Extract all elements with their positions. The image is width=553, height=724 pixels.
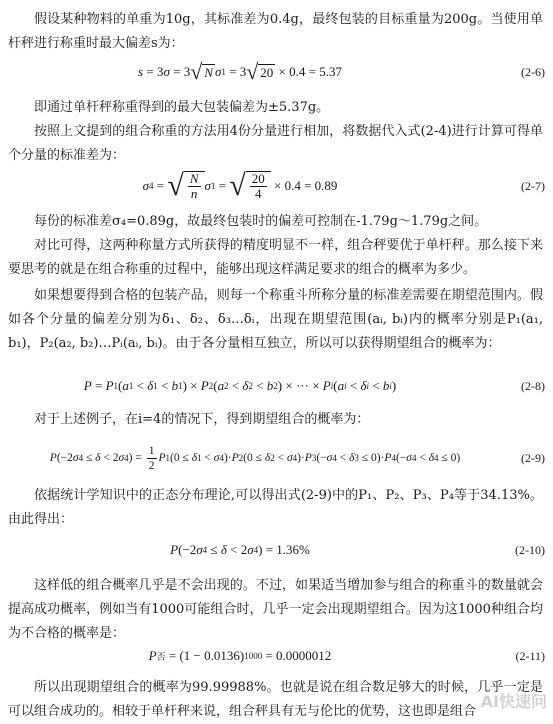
equation-2-10-number: (2-10) (515, 542, 545, 557)
equation-2-9-number: (2-9) (521, 450, 545, 465)
paragraph-5: 对比可得，这两种称量方式所获得的精度明显不一样，组合秤要优于单杆秤。那么接下来要思考的就是在组合称重的过程中，能够出现这样满足要求的组合的概率为多少。 (8, 238, 543, 277)
equation-2-10 (0, 530, 553, 570)
equation-2-7-number: (2-7) (521, 178, 545, 193)
paragraph-7: 对于上述例子，在i=4的情况下，得到期望组合的概率为： (34, 412, 370, 427)
equation-2-11 (0, 636, 553, 676)
equation-2-6-number: (2-6) (521, 64, 545, 79)
equation-2-11-number: (2-11) (515, 648, 545, 663)
equation-2-6 (0, 52, 553, 92)
paragraph-1: 假设某种物料的单重为10g，其标准差为0.4g，最终包装的目标重量为200g。当使用单杆秤进行称重时最大偏差s为： (8, 12, 543, 51)
paragraph-8: 依据统计学知识中的正态分布理论,可以得出式(2-9)中的P₁、P₂、P₃、P₄等于34.13%。由此得出： (8, 488, 543, 527)
paragraph-3: 按照上文提到的组合称重的方法用4份分量进行相加，将数据代入式(2-4)进行计算可得单个分量的标准差为： (8, 124, 543, 163)
paragraph-10: 所以出现期望组合的概率为99.99988%。也就是说在组合数足够大的时候，几乎一定是可以组合成功的。相较于单杆秤来说，组合秤具有无与伦比的优势，这也即是组合 (8, 680, 543, 719)
equation-2-8 (0, 366, 553, 406)
paragraph-2: 即通过单杆秤称重得到的最大包装偏差为±5.37g。 (34, 100, 330, 115)
equation-2-7 (0, 166, 553, 206)
equation-2-11-expr: P 否 = (1 − 0.0136) 1000 = 0.0000012 (148, 648, 332, 663)
equation-2-6-expr: s = 3 σ = 3 √ N σ 1 = 3 √ 20 × 0.4 = 5.37 (138, 59, 342, 84)
paragraph-6: 如果想要得到合格的包装产品，则每一个称重斗所称分量的标准差需要在期望范围内。假如各个分量的偏差分别为δ₁、δ₂、δ₃…δᵢ，出现在期望范围(aᵢ, bᵢ)内的概率分别是P₁(a₁, b₁)，P₂(a₂, b₂)…Pᵢ(aᵢ, bᵢ)。由于各分量相互独立，所以可以获得期望组合的概率为： (8, 288, 543, 351)
equation-2-10-expr: P (−2 σ 4 ≤ δ < 2 σ 4 ) = 1.36% (170, 542, 310, 557)
equation-2-8-expr: P = P 1 ( a 1 < δ 1 < b 1 ) × P 2 ( a 2 < δ 2 < b 2 ) × ··· × P i ( a i < δ i < b i ) (83, 378, 397, 393)
equation-2-7-expr: σ 4 = √ $\frac{N}{n}$ σ 1 = √ $\frac{20}{4}$ × 0.4 = 0.89 (142, 169, 338, 202)
equation-2-9 (0, 438, 553, 478)
paragraph-4: 每份的标准差σ₄=0.89g，故最终包装时的偏差可控制在-1.79g～1.79g之间。 (34, 214, 488, 229)
paragraph-9: 这样低的组合概率几乎是不会出现的。不过，如果适当增加参与组合的称重斗的数量就会提高成功概率，例如当有1000可能组合时，几乎一定会出现期望组合。因为这1000种组合均为不合格的概率是： (8, 578, 543, 641)
watermark: AI快速问 (480, 692, 547, 711)
equation-2-8-number: (2-8) (521, 378, 545, 393)
equation-2-9-expr: P (−2 σ 4 ≤ δ < 2 σ 4 ) = $\frac{1}{2}$ P 1 (0 ≤ δ 1 < σ 4 )· P 2 (0 ≤ δ 2 < σ 4 )· P 3 (− σ 4 < δ 3 ≤ 0)· P 4 (− σ 4 < δ 4 ≤ 0) (49, 444, 461, 472)
